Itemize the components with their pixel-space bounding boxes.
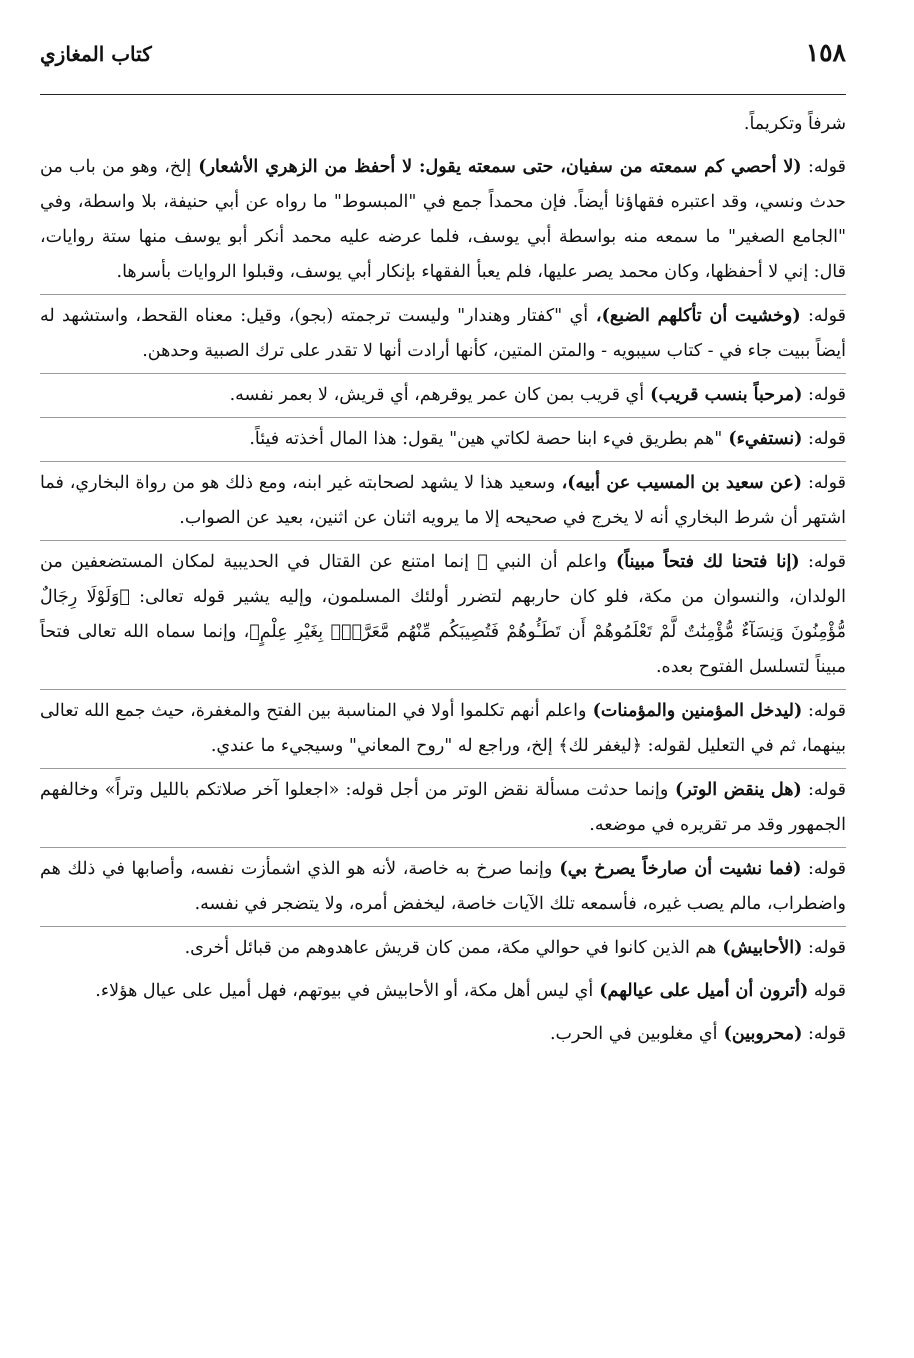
page-number: ١٥٨ [805, 38, 846, 67]
paragraph [40, 461, 846, 540]
paragraph-lead: قوله: [802, 473, 846, 493]
quoted-lemma: (الأحابيش) [716, 938, 803, 958]
quoted-lemma: (وخشيت أن تأكلهم الضبع)، [588, 306, 801, 326]
quoted-lemma: (مرحباً بنسب قريب) [644, 385, 803, 405]
commentary-text: واعلم أن النبي ﷺ إنما امتنع عن القتال في الحديبية لمكان المستضعفين من الولدان، والنسوان من مكة، فلو كان حاربهم لتضرر أولئك المسلمون، وإليه يشير قوله تعالى: ﴿وَلَوْلَا رِجَالٌ مُّؤْمِنُونَ وَنِسَآءٌ مُّؤْمِنَٰتٌ لَّمْ تَعْلَمُوهُمْ أَن تَطَـُٔوهُمْ فَتُصِيبَكُم مِّنْهُم مَّعَرَّةٌۢ بِغَيْرِ عِلْمٍ﴾، وإنما سماه الله تعالى فتحاً مبيناً لتسلسل الفتوح بعده. [40, 552, 846, 677]
quoted-lemma: (فما نشيت أن صارخاً يصرخ بي) [552, 859, 802, 879]
quoted-lemma: (نستفيء) [722, 429, 803, 449]
paragraph-lead: قوله: [799, 552, 846, 572]
paragraph-lead: قوله: [802, 385, 846, 405]
book-title: كتاب المغازي [40, 42, 152, 66]
commentary-text: هم الذين كانوا في حوالي مكة، ممن كان قريش عاهدوهم من قبائل أخرى. [184, 938, 717, 958]
paragraph [40, 540, 846, 689]
commentary-text: وإنما حدثت مسألة نقض الوتر من أجل قوله: «اجعلوا آخر صلاتكم بالليل وتراً» وخالفهم الجمهور وقد مر تقريره في موضعه. [40, 780, 846, 835]
paragraph [40, 373, 846, 417]
commentary-text: وإنما صرخ به خاصة، لأنه هو الذي اشمأزت نفسه، وأصابها في ذلك هم واضطراب، مالم يصب غيره، فأسمعه تلك الآيات خاصة، ليخفض أمره، ولا يتضجر في نفسه. [40, 859, 846, 914]
paragraph [40, 1013, 846, 1056]
commentary-text: "هم بطريق فيء ابنا حصة لكاتي هين" يقول: هذا المال أخذته فيئاً. [249, 429, 723, 449]
commentary-text: شرفاً وتكريماً. [743, 114, 846, 134]
paragraph [40, 847, 846, 926]
commentary-text: وسعيد هذا لا يشهد لصحابته غير ابنه، ومع ذلك هو من رواة البخاري، فما اشتهر أن شرط البخاري أنه لا يخرج في صحيحه إلا ما يرويه اثنان عن اثنين، بعيد عن الصواب. [40, 473, 846, 528]
paragraph [40, 689, 846, 768]
body-text [40, 107, 846, 1056]
quoted-lemma: (أترون أن أميل على عيالهم) [593, 981, 809, 1001]
commentary-text: أي مغلوبين في الحرب. [549, 1024, 718, 1044]
paragraph [40, 970, 846, 1013]
commentary-text: واعلم أنهم تكلموا أولا في المناسبة بين الفتح والمغفرة، حيث جمع الله تعالى بينهما، ثم في التعليل لقوله: ﴿ليغفر لك﴾ إلخ، وراجع له "روح المعاني" وسيجيء ما عندي. [40, 701, 846, 756]
quoted-lemma: (إنا فتحنا لك فتحاً مبيناً) [607, 552, 800, 572]
running-header [40, 38, 846, 88]
paragraph-lead: قوله: [802, 1024, 846, 1044]
header-rule [40, 94, 846, 95]
quoted-lemma: (عن سعيد بن المسيب عن أبيه)، [555, 473, 803, 493]
paragraph-lead: قوله: [802, 938, 846, 958]
paragraph [40, 768, 846, 847]
paragraph-lead: قوله: [801, 859, 846, 879]
paragraph-lead: قوله: [802, 701, 846, 721]
quoted-lemma: (هل ينقض الوتر) [668, 780, 802, 800]
commentary-text: أي قريب بمن كان عمر يوقرهم، أي قريش، لا بعمر نفسه. [229, 385, 645, 405]
quoted-lemma: (لا أحصي كم سمعته من سفيان، حتى سمعته يقول: لا أحفظ من الزهري الأشعار) [191, 157, 802, 177]
quoted-lemma: (محروبين) [717, 1024, 803, 1044]
paragraph [40, 417, 846, 461]
quoted-lemma: (ليدخل المؤمنين والمؤمنات) [586, 701, 803, 721]
paragraph-lead: قوله: [802, 429, 846, 449]
paragraph [40, 146, 846, 294]
paragraph-lead: قوله: [801, 780, 846, 800]
paragraph [40, 926, 846, 970]
paragraph [40, 107, 846, 146]
paragraph-lead: قوله: [800, 306, 846, 326]
paragraph [40, 294, 846, 373]
paragraph-lead: قوله [808, 981, 846, 1001]
commentary-text: إلخ، وهو من باب من حدث ونسي، وقد اعتبره فقهاؤنا أيضاً. فإن محمداً جمع في "المبسوط" ما رواه عن أبي حنيفة، بلا واسطة، وفي "الجامع الصغير" ما سمعه منه بواسطة أبي يوسف، فلما عرضه عليه محمد أنكر أبو يوسف منها ستة روايات، قال: إني لا أحفظها، وكان محمد يصر عليها، فلم يعبأ الفقهاء بإنكار أبي يوسف، وقبلوا الروايات بأسرها. [40, 157, 846, 282]
commentary-text: أي "كفتار وهندار" وليست ترجمته (بجو)، وقيل: معناه القحط، واستشهد له أيضاً ببيت جاء في - كتاب سيبويه - والمتن المتين، كأنها أرادت أنها لا تقدر على ترك الصبية وحدهن. [40, 306, 846, 361]
paragraph-lead: قوله: [801, 157, 846, 177]
commentary-text: أي ليس أهل مكة، أو الأحابيش في بيوتهم، فهل أميل على عيال هؤلاء. [95, 981, 594, 1001]
